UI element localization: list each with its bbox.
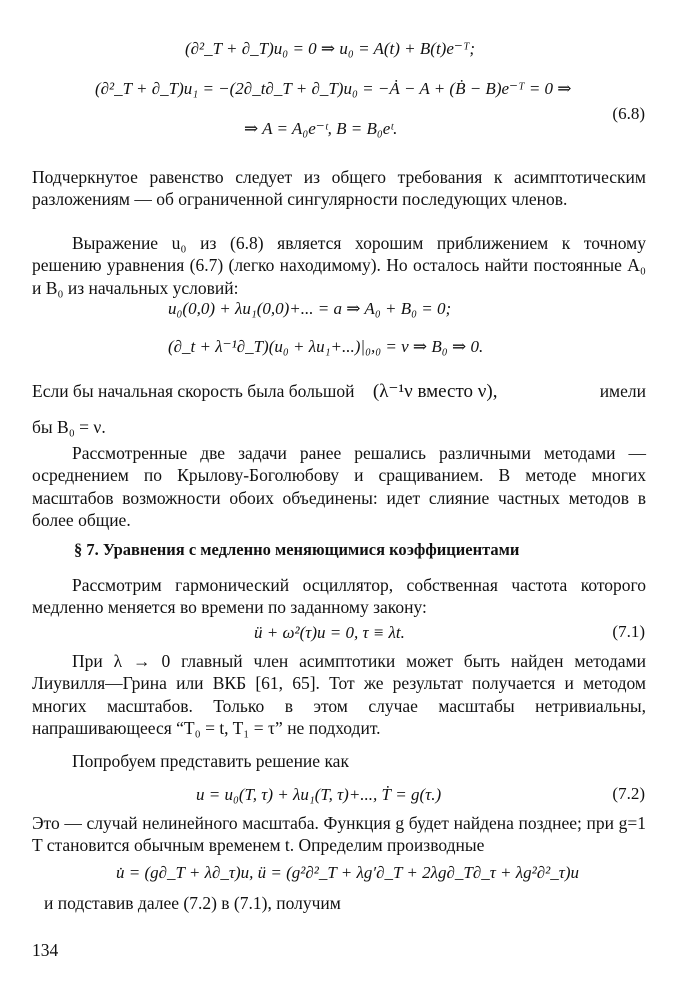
paragraph-oscillator: Рассмотрим гармонический осциллятор, собственная частота которого медленно меняется во времени по заданному закону:: [32, 575, 646, 618]
section-heading-7: § 7. Уравнения с медленно меняющимися коэффициентами: [74, 540, 520, 559]
equation-number-7-1: (7.1): [612, 622, 645, 641]
paragraph-two-problems: Рассмотренные две задачи ранее решались различными методами — осреднением по Крылову-Боголюбову и сращиванием. В методе многих масштабов возможности обоих объединены: идет слияние частных методов в более общие.: [32, 443, 646, 530]
page-number: 134: [32, 940, 59, 960]
equation-7-2: u = u₀(T, τ) + λu₁(T, τ)+..., Ṫ = g(τ.): [196, 785, 442, 804]
initial-condition-line-1: u₀(0,0) + λu₁(0,0)+... = a ⇒ A₀ + B₀ = 0;: [168, 299, 452, 318]
paragraph-b0-nu: бы B₀ = ν.: [32, 417, 106, 437]
paragraph-try-solution: Попробуем представить решение как: [72, 751, 349, 771]
initial-velocity-end: имели: [599, 381, 646, 401]
paragraph-substituting: и подставив далее (7.2) в (7.1), получим: [44, 893, 341, 913]
equation-7-1: ü + ω²(τ)u = 0, τ ≡ λt.: [254, 623, 405, 642]
paragraph-expression-u0: Выражение u₀ из (6.8) является хорошим приближением к точному решению уравнения (6.7) (легко находимому). Но осталось найти постоянные A₀ и B₀ из начальных условий:: [32, 233, 646, 298]
paragraph-initial-velocity: [32, 380, 646, 403]
equation-number-7-2: (7.2): [612, 784, 645, 803]
paragraph-underlined-equality: Подчеркнутое равенство следует из общего требования к асимптотическим разложениям — об ограниченной сингулярности последующих членов.: [32, 167, 646, 210]
initial-velocity-formula: (λ⁻¹ν вместо ν),: [372, 381, 498, 402]
initial-condition-line-2: (∂_t + λ⁻¹∂_T)(u₀ + λu₁+...)|₀,₀ = ν ⇒ B₀ ⇒ 0.: [168, 337, 484, 356]
equation-derivatives: u̇ = (g∂_T + λ∂_τ)u, ü = (g²∂²_T + λg′∂_T + 2λg∂_T∂_τ + λg²∂²_τ)u: [116, 863, 579, 882]
equation-6-8-line-2: (∂²_T + ∂_T)u₁ = −(2∂_t∂_T + ∂_T)u₀ = −Ȧ − A + (Ḃ − B)e⁻ᵀ = 0 ⇒: [95, 79, 572, 98]
equation-6-8-line-3: ⇒ A = A₀e⁻ᵗ, B = B₀eᵗ.: [244, 119, 398, 138]
paragraph-liouville-green: При λ → 0 главный член асимптотики может быть найден методами Лиувилля—Грина или ВКБ [61, 65]. Тот же результат получается и методом многих масштабов. Только в этом случае масштабы нетривиальны, напрашивающееся “T₀ = t, T₁ = τ” не подходит.: [32, 651, 646, 738]
paragraph-nonlinear-scale: Это — случай нелинейного масштаба. Функция g будет найдена позднее; при g=1 T становится обычным временем t. Определим производные: [32, 813, 646, 856]
equation-6-8-line-1: (∂²_T + ∂_T)u₀ = 0 ⇒ u₀ = A(t) + B(t)e⁻ᵀ;: [185, 39, 476, 58]
equation-number-6-8: (6.8): [612, 104, 645, 123]
initial-velocity-text: Если бы начальная скорость была большой: [32, 381, 355, 401]
